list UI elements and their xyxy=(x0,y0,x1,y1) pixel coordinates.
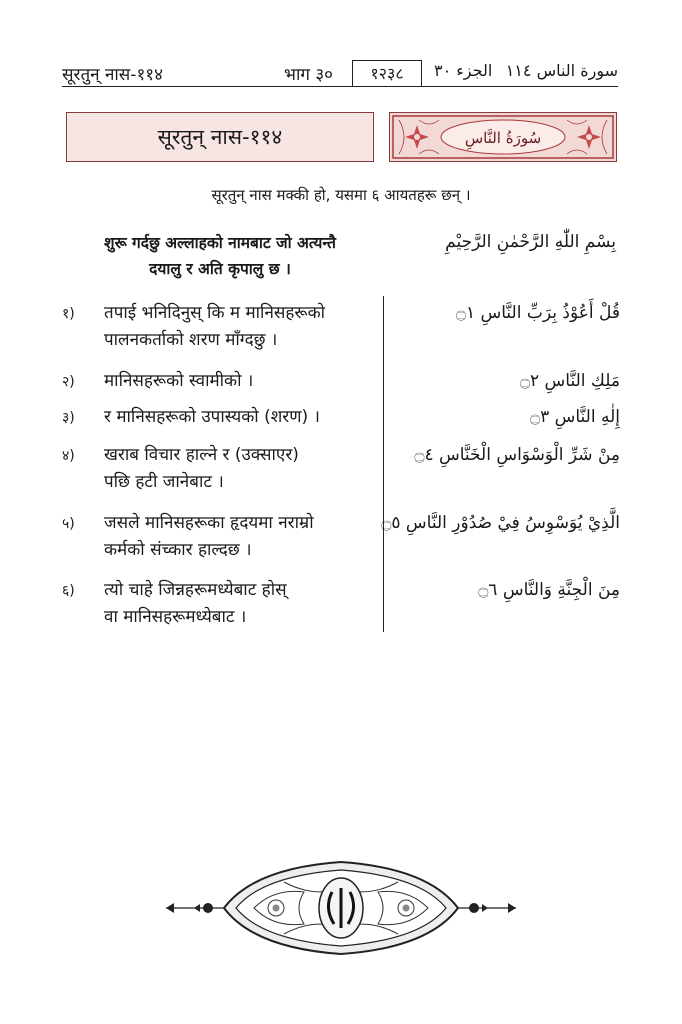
page-number: १२३८ xyxy=(352,60,422,86)
end-ornament-icon xyxy=(164,858,518,958)
bismillah-nepali xyxy=(70,230,370,282)
column-divider xyxy=(383,296,384,632)
verse-number: ५) xyxy=(62,516,75,532)
verse-line: वा मानिसहरूमध्येबाट । xyxy=(104,607,247,627)
verse-arabic: مِنَ الْجِنَّةِ وَالنَّاسِ ۝٦ xyxy=(478,580,620,600)
verse-translation xyxy=(104,300,376,354)
verse-arabic: إِلٰهِ النَّاسِ ۝٣ xyxy=(530,407,620,427)
bismillah-line: दयालु र अति कृपालु छ । xyxy=(149,260,291,278)
surah-banner xyxy=(389,112,617,162)
verse-arabic: الَّذِيْ يُوَسْوِسُ فِيْ صُدُوْرِ النَّاسِ ۝٥ xyxy=(381,513,620,533)
verse-line: मानिसहरूको स्वामीको । xyxy=(104,371,254,391)
verse-line: पछि हटी जानेबाट । xyxy=(104,472,224,492)
header-rule xyxy=(62,86,618,87)
verse-line: खराब विचार हाल्ने र (उक्साएर) xyxy=(104,445,299,465)
header-juz-arabic: الجزء ٣٠ xyxy=(434,61,493,80)
verse-translation xyxy=(104,442,376,496)
surah-intro: सूरतुन् नास मक्की हो, यसमा ६ आयतहरू छन् । xyxy=(211,186,471,204)
verse-number: ६) xyxy=(62,583,75,599)
verse-number: २) xyxy=(62,374,75,390)
bismillah-arabic: بِسْمِ اللّٰهِ الرَّحْمٰنِ الرَّحِيْمِ xyxy=(445,232,616,252)
verse-number: ३) xyxy=(62,410,75,426)
bismillah-line: शुरू गर्दछु अल्लाहको नामबाट जो अत्यन्तै xyxy=(104,234,336,252)
surah-title: सूरतुन् नास-११४ xyxy=(66,112,374,162)
verse-translation xyxy=(104,577,376,631)
verse-arabic: مَلِكِ النَّاسِ ۝٢ xyxy=(520,371,620,391)
header-surah-arabic: سورة الناس ١١٤ xyxy=(505,61,618,80)
verse-line: र मानिसहरूको उपास्यको (शरण) । xyxy=(104,407,320,427)
verse-line: पालनकर्ताको शरण माँग्दछु । xyxy=(104,330,278,350)
verse-number: ४) xyxy=(62,448,75,464)
verse-line: कर्मको संच्कार हाल्दछ । xyxy=(104,540,252,560)
verse-arabic: قُلْ أَعُوْذُ بِرَبِّ النَّاسِ ۝١ xyxy=(455,303,620,323)
verse-line: तपाई भनिदिनुस् कि म मानिसहरूको xyxy=(104,303,326,323)
verse-translation xyxy=(104,510,376,564)
verse-line: त्यो चाहे जिन्नहरूमध्येबाट होस् xyxy=(104,580,287,600)
header-part-label: भाग ३० xyxy=(284,65,334,85)
banner-arabic: سُورَةُ النَّاسِ xyxy=(464,129,542,147)
verse-number: १) xyxy=(62,306,75,322)
running-header xyxy=(62,60,618,86)
verse-arabic: مِنْ شَرِّ الْوَسْوَاسِ الْخَنَّاسِ ۝٤ xyxy=(414,445,620,465)
verse-translation xyxy=(104,368,376,395)
verse-translation xyxy=(104,404,376,431)
header-surah-label: सूरतुन् नास-११४ xyxy=(62,65,163,85)
verse-line: जसले मानिसहरूका हृदयमा नराम्रो xyxy=(104,513,314,533)
